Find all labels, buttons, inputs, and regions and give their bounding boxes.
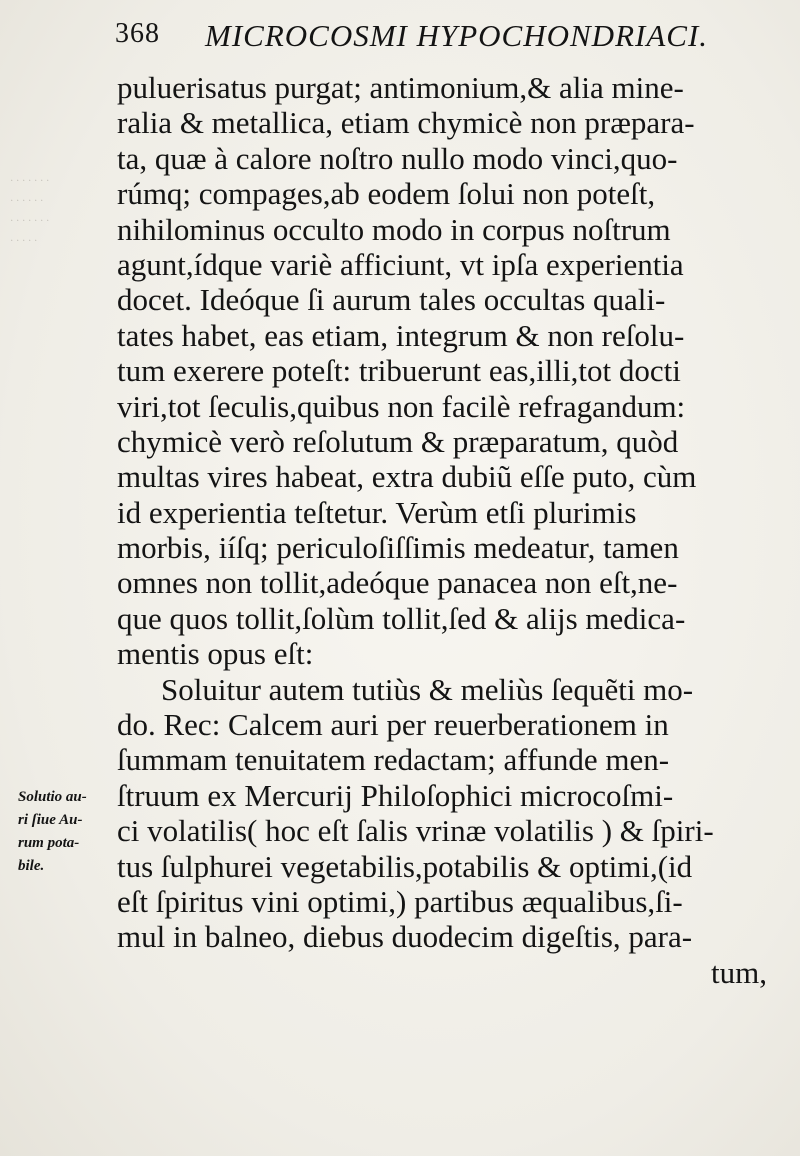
text-line: nihilominus occulto modo in corpus noſtrum (117, 211, 671, 247)
show-through-text: · · · · · · · · · · · · · · · · · · · · · · · · · (10, 173, 49, 247)
text-line: tates habet, eas etiam, integrum & non reſolu- (117, 317, 685, 353)
text-line: mentis opus eſt: (117, 636, 314, 672)
text-line: id experientia teſtetur. Verùm etſi plurimis (117, 494, 637, 530)
text-line: mul in balneo, diebus duodecim digeſtis, para- (117, 919, 693, 955)
text-line: ci volatilis( hoc eſt ſalis vrinæ volatilis ) & ſpiri- (117, 813, 714, 849)
catchword: tum, (711, 954, 767, 990)
text-line: viri,tot ſeculis,quibus non facilè refragandum: (117, 388, 686, 424)
text-line: ſummam tenuitatem redactam; affunde men- (117, 742, 670, 778)
text-line: ralia & metallica, etiam chymicè non præpara- (117, 105, 695, 141)
margin-note-line: ri ſiue Au- (18, 812, 83, 828)
text-line: ſtruum ex Mercurij Philoſophici microcoſmi- (117, 777, 674, 813)
text-line: puluerisatus purgat; antimonium,& alia mine- (117, 70, 684, 105)
margin-note-line: bile. (18, 858, 45, 874)
text-line: que quos tollit,ſolùm tollit,ſed & alijs medica- (117, 600, 686, 636)
body-text (117, 70, 767, 990)
text-line: do. Rec: Calcem auri per reuerberationem in (117, 707, 669, 743)
text-line: multas vires habeat, extra dubiũ eſſe puto, cùm (117, 459, 697, 495)
running-title: MICROCOSMI HYPOCHONDRIACI. (205, 18, 709, 53)
text-line: docet. Ideóque ſi aurum tales occultas quali- (117, 282, 666, 318)
text-line: agunt,ídque variè afficiunt, vt ipſa experientia (117, 246, 684, 282)
text-line: omnes non tollit,adeóque panacea non eſt,ne- (117, 565, 678, 601)
text-line: tum exerere poteſt: tribuerunt eas,illi,tot docti (117, 353, 681, 389)
text-line: ta, quæ à calore noſtro nullo modo vinci,quo- (117, 140, 678, 176)
page-number: 368 (115, 18, 160, 49)
page-header (115, 18, 765, 58)
text-line: rúmq; compages,ab eodem ſolui non poteſt, (117, 176, 656, 212)
text-line: eſt ſpiritus vini optimi,) partibus æqualibus,ſi- (117, 883, 683, 919)
text-line: morbis, iíſq; periculoſiſſimis medeatur, tamen (117, 530, 679, 566)
margin-note-line: rum pota- (18, 835, 80, 851)
text-line: chymicè verò reſolutum & præparatum, quòd (117, 423, 679, 459)
margin-note (18, 786, 114, 878)
paragraph-start-line: Soluitur autem tutiùs & meliùs ſequẽti mo- (161, 671, 694, 707)
text-line: tus ſulphurei vegetabilis,potabilis & optimi,(id (117, 848, 693, 884)
margin-note-line: Solutio au- (18, 789, 87, 805)
